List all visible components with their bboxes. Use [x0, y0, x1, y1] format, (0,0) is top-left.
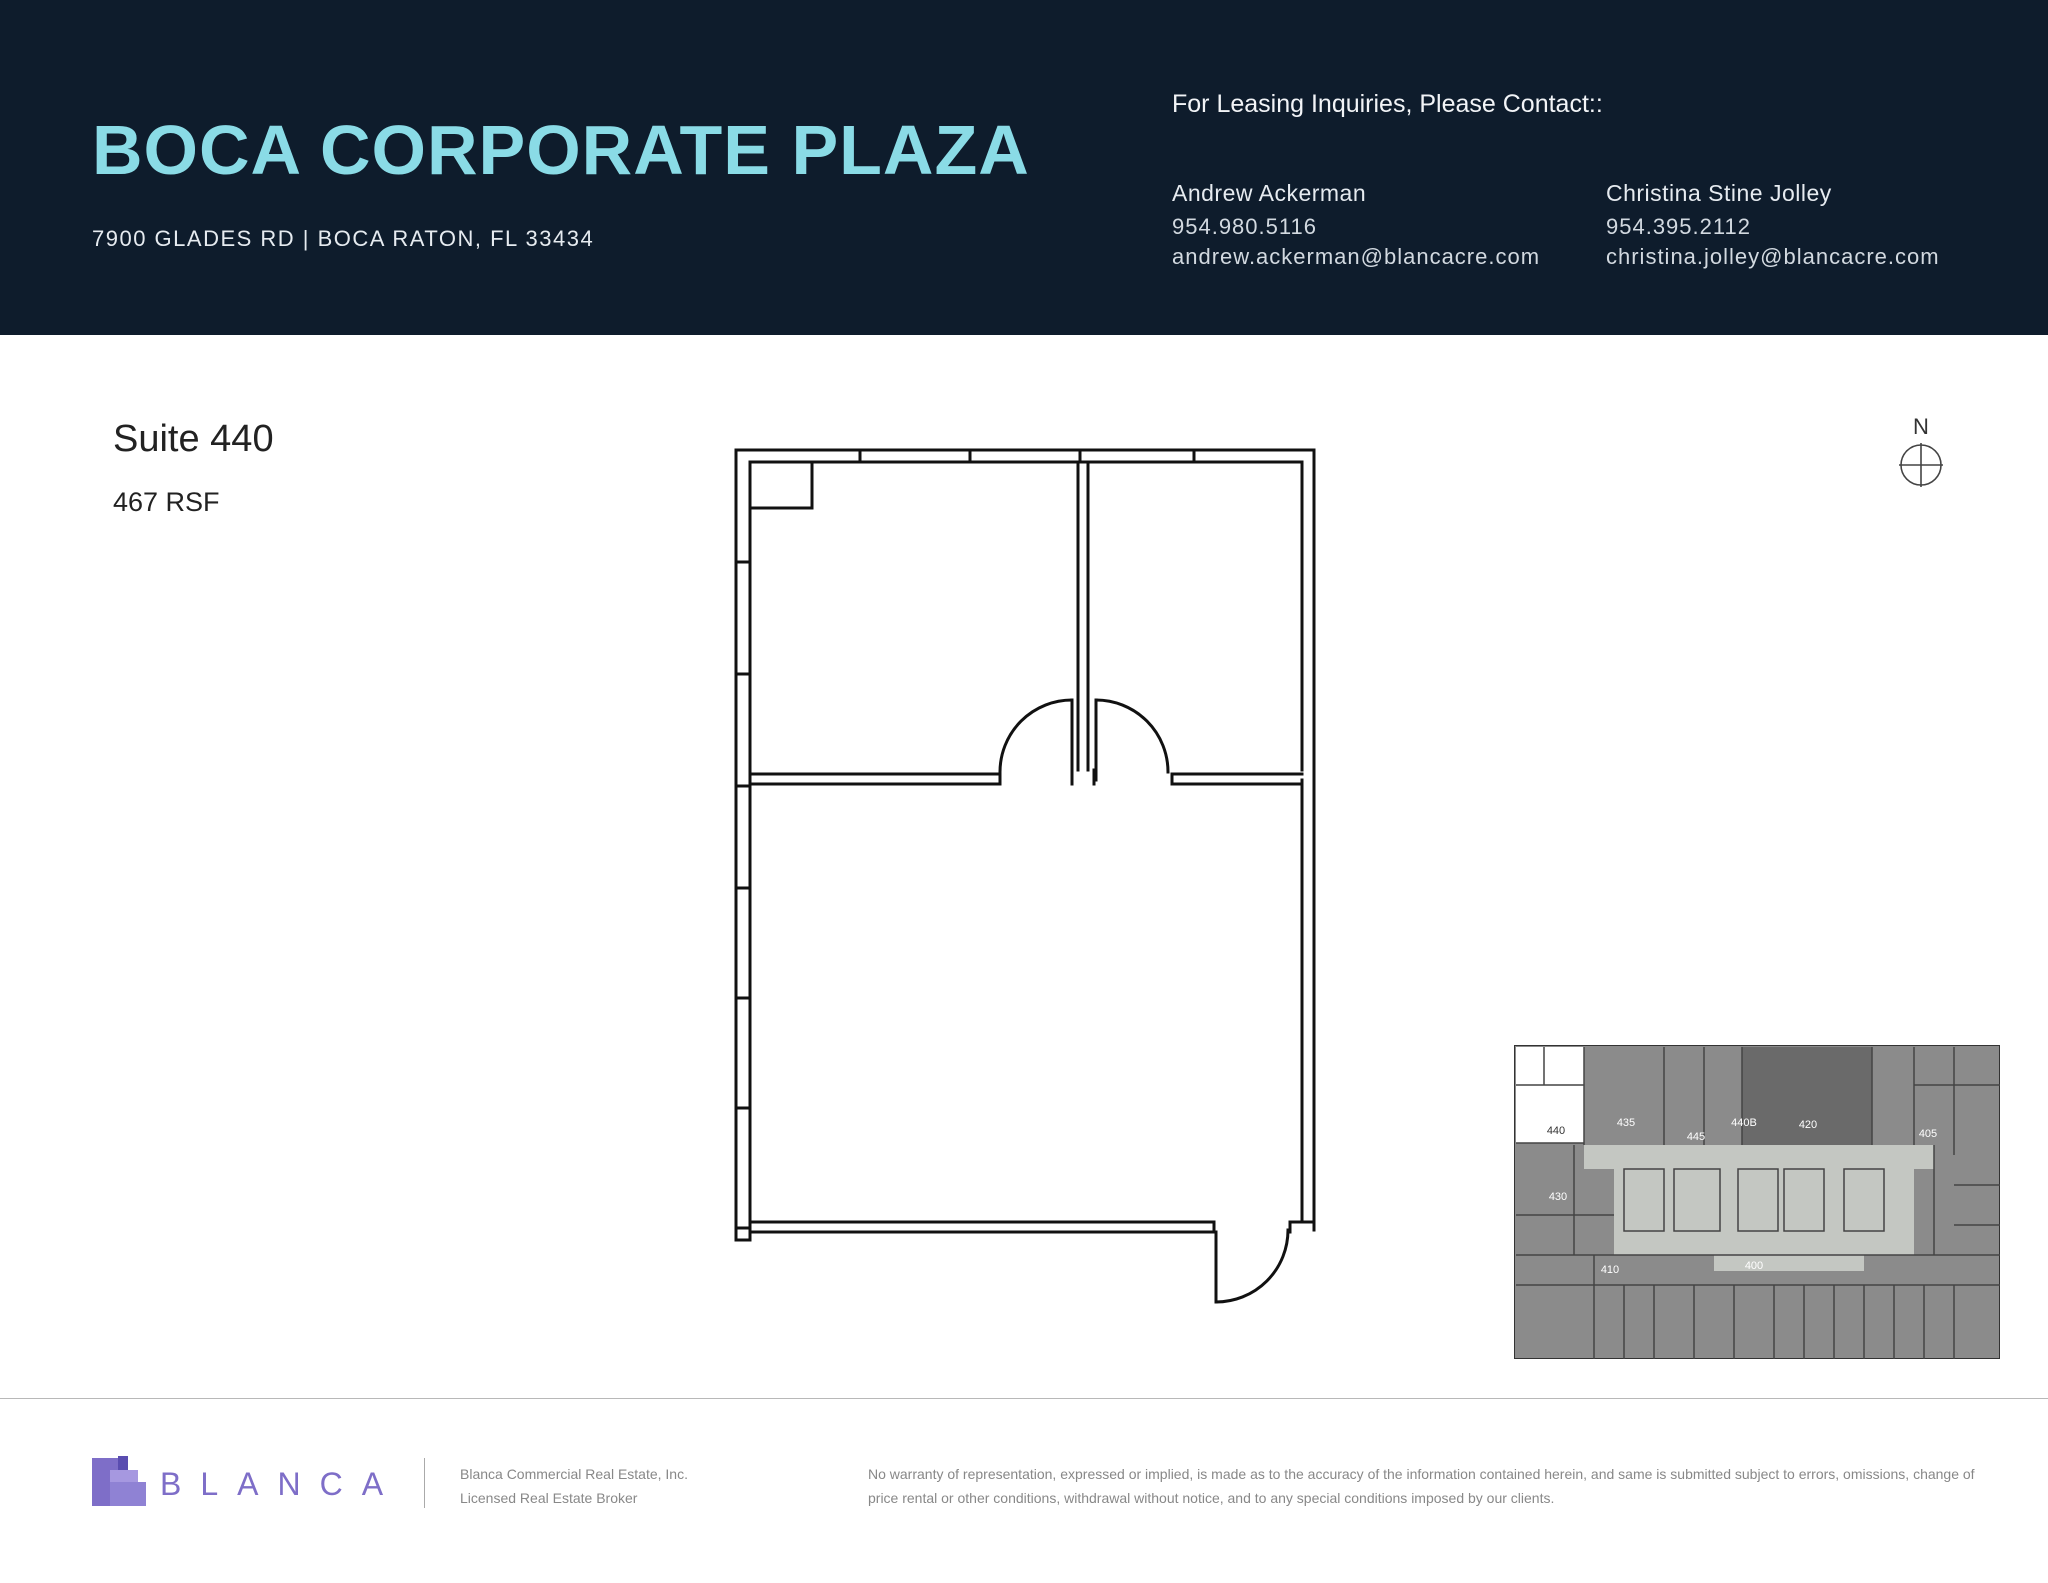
- keyplan-unit-420: 420: [1798, 1119, 1818, 1131]
- key-plan: [1514, 1045, 2000, 1359]
- contact-phone[interactable]: 954.980.5116: [1172, 214, 1317, 239]
- contact-heading: For Leasing Inquiries, Please Contact::: [1172, 90, 1603, 118]
- disclaimer: No warranty of representation, expressed or implied, is made as to the accuracy of the information contained herein, and same is submitted subject to errors, omissions, change of price rental or other conditions, withdrawal without notice, and to any special conditions imposed by our clients.: [868, 1466, 1975, 1506]
- firm-license: Licensed Real Estate Broker: [460, 1490, 638, 1506]
- north-label: N: [1913, 414, 1929, 439]
- contact-email[interactable]: andrew.ackerman@blancacre.com: [1172, 244, 1541, 269]
- north-arrow: [1893, 414, 1949, 495]
- logo-separator: [424, 1458, 425, 1508]
- contact-card-christina: [1606, 178, 1940, 272]
- keyplan-unit-405: 405: [1918, 1128, 1938, 1140]
- keyplan-unit-410: 410: [1600, 1264, 1620, 1276]
- property-address: 7900 GLADES RD | BOCA RATON, FL 33434: [92, 226, 595, 251]
- firm-info: [460, 1462, 688, 1510]
- footer-divider: [0, 1398, 2048, 1399]
- contact-phone[interactable]: 954.395.2112: [1606, 214, 1751, 239]
- keyplan-unit-435: 435: [1616, 1117, 1636, 1129]
- keyplan-unit-430: 430: [1548, 1191, 1568, 1203]
- contact-card-andrew: [1172, 178, 1540, 272]
- firm-name: Blanca Commercial Real Estate, Inc.: [460, 1466, 688, 1482]
- suite-rsf: 467 RSF: [113, 487, 220, 517]
- blanca-logo-icon: [92, 1456, 152, 1508]
- keyplan-unit-400: 400: [1744, 1260, 1764, 1272]
- keyplan-unit-445: 445: [1686, 1131, 1706, 1143]
- blanca-logo-text: BLANCA: [160, 1466, 403, 1502]
- compass-icon: [1893, 440, 1949, 490]
- property-title: BOCA CORPORATE PLAZA: [92, 111, 1030, 189]
- contact-name: Christina Stine Jolley: [1606, 180, 1832, 206]
- contact-name: Andrew Ackerman: [1172, 180, 1367, 206]
- keyplan-unit-440: 440: [1546, 1125, 1566, 1137]
- suite-title: Suite 440: [113, 418, 274, 460]
- keyplan-unit-440b: 440B: [1731, 1117, 1757, 1129]
- contact-email[interactable]: christina.jolley@blancacre.com: [1606, 244, 1940, 269]
- header-banner: [0, 0, 2048, 335]
- floor-plan: [720, 440, 1340, 1320]
